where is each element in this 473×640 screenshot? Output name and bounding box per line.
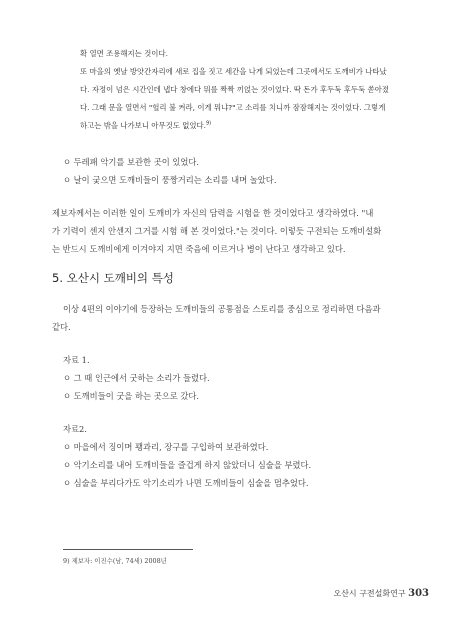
bullet-item: ㅇ 도깨비들이 굿을 하는 곳으로 갔다. — [63, 391, 200, 401]
quote-text: 하고는 밖을 나가보니 아무것도 없었다. — [80, 121, 206, 130]
footnote: 9) 제보자: 이진수(남, 74세) 2008년 — [63, 557, 167, 565]
bullet-item: ㅇ 악기소리를 내어 도깨비들을 즐겁게 하지 않았더니 심술을 부렸다. — [63, 460, 312, 470]
paragraph-line: 이상 4편의 이야기에 등장하는 도깨비들의 공통점을 스토리를 중심으로 정리하면 다음과 — [63, 304, 381, 314]
bullet-item: ㅇ 마을에서 징이며 꽹과리, 장구를 구입하여 보관하였다. — [63, 442, 269, 452]
running-title: 오산시 구전설화연구 — [333, 589, 406, 598]
bullet-item: ㅇ 그 때 인근에서 굿하는 소리가 들렸다. — [63, 373, 210, 383]
quote-line: 다. 자정이 넘은 시간인데 냅다 창에다 뭐를 짝짝 끼얹는 것이었다. 딱 돈가 후두둑 후두둑 쏟아졌 — [80, 85, 389, 94]
quote-line: 확 열면 조용해지는 것이다. — [80, 49, 168, 58]
paragraph-line: 같다. — [52, 322, 71, 332]
footnote-ref[interactable]: 9) — [205, 120, 212, 127]
paragraph-line: 가 기력이 센지 안센지 그거를 시험 해 본 것이었다."는 것이다. 이렇듯 구전되는 도깨비설화 — [52, 226, 382, 236]
bullet-item: ㅇ 날이 궂으면 도깨비들이 풍짱거리는 소리를 내며 놀았다. — [63, 175, 277, 185]
page-number: 303 — [408, 588, 429, 599]
data-section-title: 자료2. — [63, 424, 87, 434]
paragraph-line: 는 반드시 도깨비에게 이겨야지 지면 죽음에 이르거나 병이 난다고 생각하고 있다. — [52, 244, 346, 254]
bullet-item: ㅇ 심술을 부리다가도 악기소리가 나면 도깨비들이 심술을 멈추었다. — [63, 478, 309, 488]
footnote-divider — [63, 549, 193, 550]
quote-line: 또 마을의 옛날 방앗간자리에 새로 집을 짓고 세간을 나게 되었는데 그곳에서도 도깨비가 나타났 — [80, 67, 387, 76]
paragraph-line: 제보자께서는 이러한 일이 도깨비가 자신의 담력을 시험을 한 것이었다고 생각하였다. "내 — [52, 208, 374, 218]
section-heading: 5. 오산시 도깨비의 특성 — [52, 271, 174, 285]
quote-line: 다. 그래 문을 열면서 "헐리 불 켜라, 이게 뭐냐?"고 소리를 치니까 잠잠해지는 것이었다. 그렇게 — [80, 103, 386, 112]
data-section-title: 자료 1. — [63, 355, 90, 365]
page-folio — [333, 588, 429, 599]
bullet-item: ㅇ 두레패 악기를 보관한 곳이 있었다. — [63, 157, 200, 167]
quote-line-last — [80, 120, 211, 131]
